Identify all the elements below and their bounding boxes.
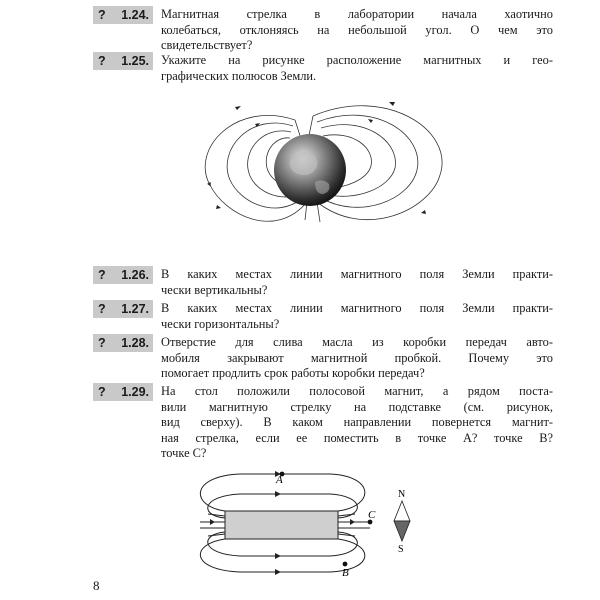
text-line: Укажите на рисунке расположение магнитных и гео-: [161, 53, 553, 67]
problem-text: [161, 53, 553, 84]
text-line: ная стрелка, если ее поместить в точке A? точке B?: [161, 430, 553, 445]
question-mark: ?: [98, 268, 106, 282]
problem-text: [161, 301, 553, 332]
problem-number: 1.29.: [121, 385, 149, 399]
point-b-dot: [343, 562, 348, 567]
text-line: Магнитная стрелка в лаборатории начала хаотично: [161, 7, 553, 21]
question-mark: ?: [98, 302, 106, 316]
point-c-label: C: [368, 509, 376, 521]
text-line: графических полюсов Земли.: [161, 68, 317, 83]
text-line: В каких местах линии магнитного поля Земли практи-: [161, 301, 553, 315]
problem-text: [161, 335, 553, 382]
bar-magnet-figure: [170, 466, 430, 578]
text-line: свидетельствует?: [161, 38, 253, 52]
earth-field-figure: [195, 90, 455, 250]
question-badge: [93, 300, 153, 318]
point-b-label: B: [342, 567, 349, 578]
problem-number: 1.27.: [121, 302, 149, 316]
problem-text: [161, 384, 553, 462]
question-mark: ?: [98, 54, 106, 68]
problem-text: [161, 267, 553, 298]
text-line: мобиля закрывают магнитной пробкой. Почему это: [161, 350, 553, 365]
question-mark: ?: [98, 8, 106, 22]
problem-number: 1.26.: [121, 268, 149, 282]
text-line: вили магнитную стрелку на подставке (см. рисунок,: [161, 399, 553, 414]
point-a-label: A: [276, 474, 283, 486]
text-line: помогает продлить срок работы коробки передач?: [161, 366, 425, 380]
bar-magnet: [225, 511, 338, 539]
question-badge: [93, 266, 153, 284]
text-line: вид сверху). В каком направлении повернется магнит-: [161, 415, 553, 429]
question-badge: [93, 383, 153, 401]
text-line: колебаться, отклоняясь на небольшой угол. О чем это: [161, 22, 553, 37]
question-badge: [93, 52, 153, 70]
text-line: чески вертикальны?: [161, 282, 268, 297]
text-line: На стол положили полосовой магнит, а рядом поста-: [161, 384, 553, 398]
problem-number: 1.28.: [121, 336, 149, 350]
text-line: Отверстие для слива масла из коробки передач авто-: [161, 335, 553, 349]
text-line: точке C?: [161, 446, 207, 460]
question-badge: [93, 6, 153, 24]
compass-south-label: S: [398, 544, 404, 555]
page-number: 8: [93, 578, 100, 593]
problem-text: [161, 7, 553, 54]
text-line: чески горизонтальны?: [161, 316, 280, 331]
question-mark: ?: [98, 336, 106, 350]
question-badge: [93, 334, 153, 352]
text-line: В каких местах линии магнитного поля Земли практи-: [161, 267, 553, 281]
question-mark: ?: [98, 385, 106, 399]
compass-north-label: N: [398, 489, 406, 500]
compass-needle: [394, 489, 410, 555]
problem-number: 1.25.: [121, 54, 149, 68]
problem-number: 1.24.: [121, 8, 149, 22]
